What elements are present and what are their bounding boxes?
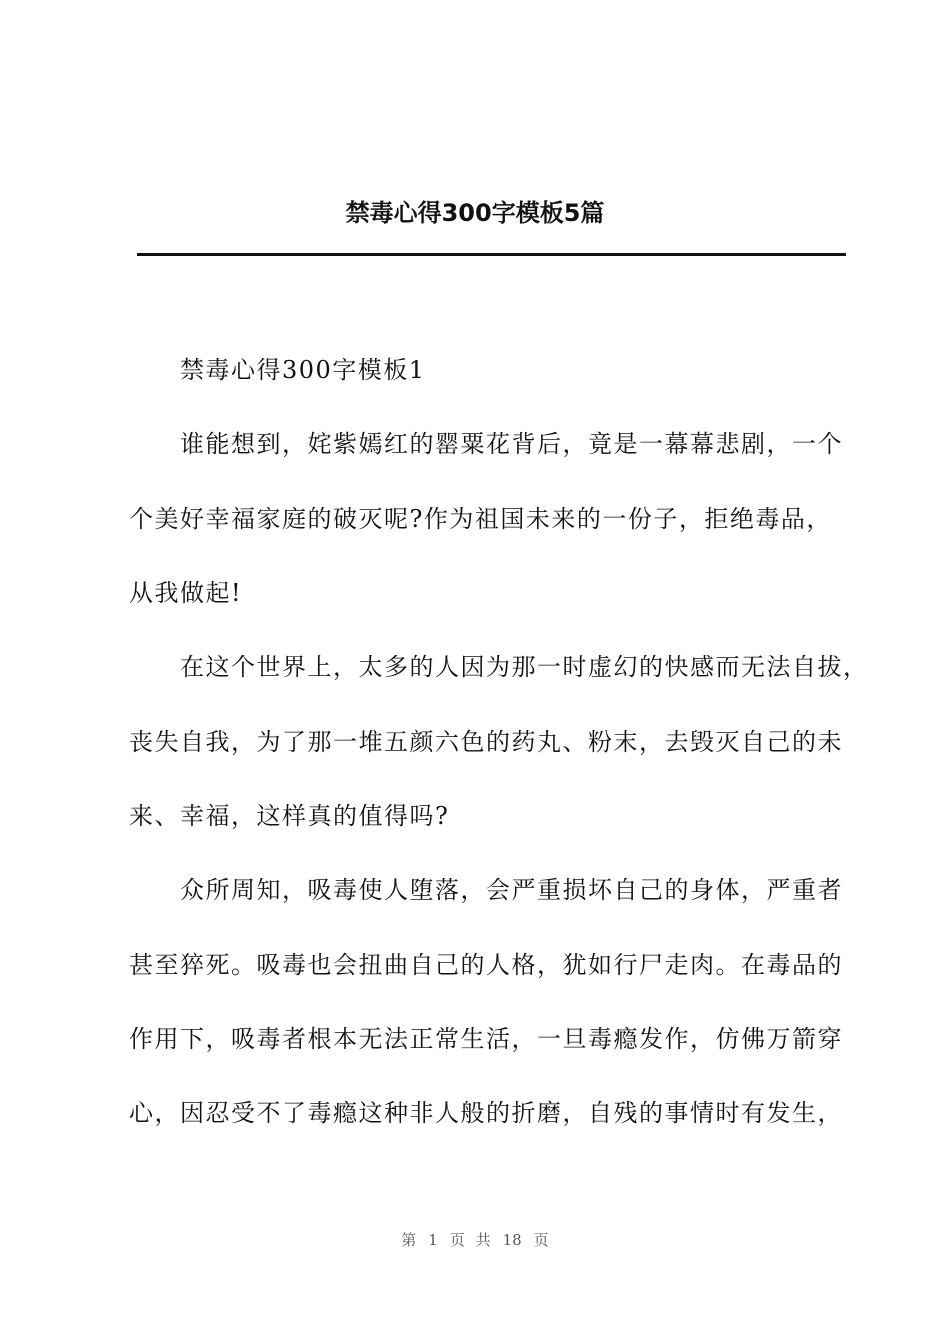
paragraph-line: 心，因忍受不了毒瘾这种非人般的折磨，自残的事情时有发生，: [129, 1099, 843, 1127]
paragraph-line: 谁能想到，姹紫嫣红的罂粟花背后，竟是一幕幕悲剧，一个: [180, 430, 843, 458]
paragraph-line: 甚至猝死。吸毒也会扭曲自己的人格，犹如行尸走肉。在毒品的: [129, 951, 843, 979]
paragraph-line: 丧失自我，为了那一堆五颜六色的药丸、粉末，去毁灭自己的未: [129, 728, 843, 756]
section-heading: 禁毒心得300字模板1: [180, 356, 426, 384]
paragraph-line: 来、幸福，这样真的值得吗?: [129, 802, 450, 830]
paragraph-line: 个美好幸福家庭的破灭呢?作为祖国未来的一份子，拒绝毒品，: [129, 505, 832, 533]
page-footer: [0, 1228, 950, 1252]
footer-total-pages: 18: [502, 1231, 522, 1249]
paragraph-line: 在这个世界上，太多的人因为那一时虚幻的快感而无法自拔，: [180, 653, 869, 681]
footer-suffix: 页: [533, 1231, 549, 1249]
title-divider: [137, 253, 846, 256]
footer-page-number: 1: [428, 1231, 438, 1249]
document-title: 禁毒心得300字模板5篇: [345, 199, 605, 227]
paragraph-line: 众所周知，吸毒使人堕落，会严重损坏自己的身体，严重者: [180, 876, 843, 904]
paragraph-line: 作用下，吸毒者根本无法正常生活，一旦毒瘾发作，仿佛万箭穿: [129, 1025, 843, 1053]
paragraph-line: 从我做起!: [129, 579, 243, 607]
footer-prefix: 第: [401, 1231, 417, 1249]
footer-middle: 页 共: [449, 1231, 491, 1249]
